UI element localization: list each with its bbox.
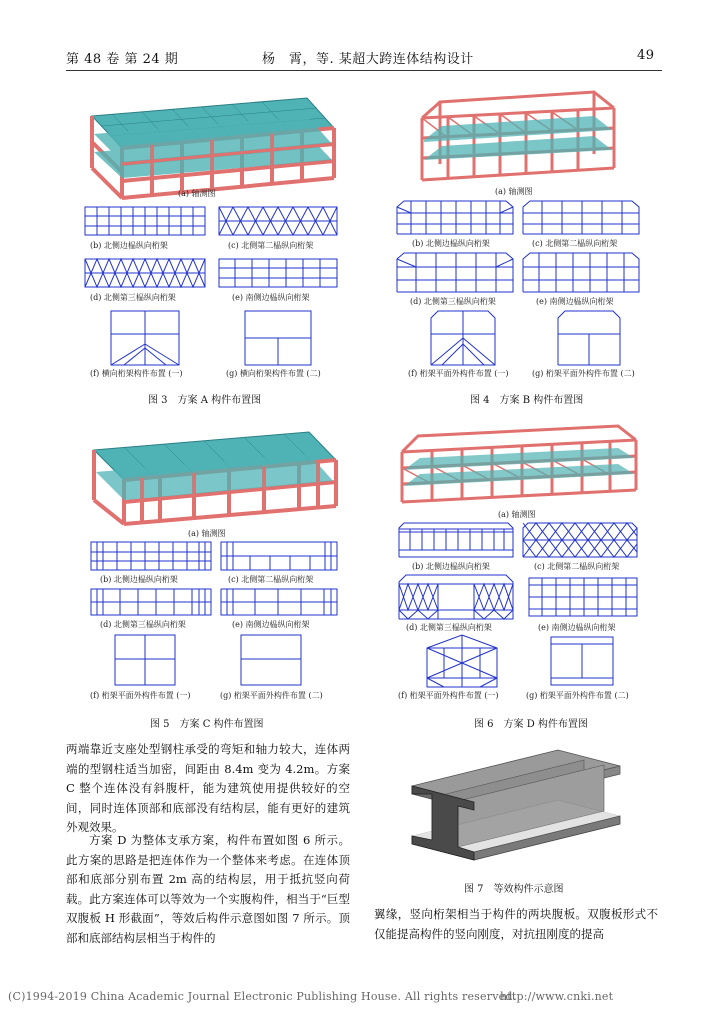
- fig3-b-truss: [84, 204, 206, 238]
- fig3-f-label: (f) 横向桁架构件布置 (一): [90, 369, 183, 378]
- fig5-e-truss: [220, 587, 338, 617]
- fig3-c-label: (c) 北侧第二榀纵向桁架: [228, 241, 314, 250]
- page-number: 49: [637, 48, 655, 63]
- fig3-d-label: (d) 北侧第三榀纵向桁架: [90, 293, 176, 302]
- fig6-f-label: (f) 桁架平面外构件布置 (一): [398, 691, 499, 700]
- fig3-e-label: (e) 南侧边榀纵向桁架: [232, 293, 310, 302]
- fig5-b-truss: [90, 540, 212, 572]
- fig3-e-truss: [218, 256, 338, 290]
- fig4-e-truss: [522, 251, 640, 293]
- fig5-caption: 图 5 方案 C 构件布置图: [150, 719, 264, 730]
- fig6-f-truss: [426, 634, 498, 688]
- fig6-b-label: (b) 北侧边榀纵向桁架: [412, 562, 490, 571]
- fig4-b-truss: [396, 199, 514, 235]
- fig4-g-label: (g) 桁架平面外构件布置 (二): [532, 369, 635, 378]
- fig4-d-truss: [396, 251, 514, 293]
- fig5-g-truss: [240, 634, 302, 686]
- fig4-d-label: (d) 北侧第三榀纵向桁架: [410, 297, 496, 306]
- fig4-e-label: (e) 南侧边榀纵向桁架: [536, 297, 614, 306]
- fig5-a-label: (a) 轴测图: [188, 529, 226, 538]
- fig6-c-truss: [522, 522, 638, 558]
- fig6-g-truss: [550, 636, 614, 686]
- left-paragraph-2: 方案 D 为整体支承方案，构件布置如图 6 所示。此方案的思路是把连体作为一个整体来考虑。在连体顶部和底部分别布置 2m 高的结构层，用于抵抗竖向荷载。此方案连体可以等效为一个实腹构件，相当于“巨型双腹板 H 形截面”，等效后构件示意图如图 7 所示。顶部和底部结构层相当于构件的: [66, 833, 350, 945]
- fig5-b-label: (b) 北侧边榀纵向桁架: [100, 575, 178, 584]
- fig4-a-label: (a) 轴测图: [495, 187, 533, 196]
- journal-issue: 第 48 卷 第 24 期: [66, 52, 179, 67]
- fig6-c-label: (c) 北侧第二榀纵向桁架: [534, 562, 620, 571]
- fig4-b-label: (b) 北侧边榀纵向桁架: [412, 239, 490, 248]
- fig3-g-label: (g) 横向桁架构件布置 (二): [226, 369, 321, 378]
- fig5-d-truss: [90, 587, 212, 617]
- fig7-caption: 图 7 等效构件示意图: [464, 884, 564, 895]
- cnki-link[interactable]: http://www.cnki.net: [500, 990, 614, 1003]
- copyright-footer: (C)1994-2019 China Academic Journal Electronic Publishing House. All rights reserved.: [8, 990, 517, 1003]
- fig3-axonometric: [82, 86, 344, 204]
- fig3-c-truss: [218, 204, 338, 238]
- fig4-f-label: (f) 桁架平面外构件布置 (一): [408, 369, 509, 378]
- fig5-c-truss: [220, 540, 338, 572]
- fig3-d-truss: [84, 256, 206, 290]
- header-rule: [66, 70, 662, 71]
- fig3-caption: 图 3 方案 A 构件布置图: [148, 395, 262, 406]
- fig4-c-truss: [522, 199, 640, 235]
- fig6-b-truss: [398, 522, 514, 558]
- right-paragraph-1: 翼缘，竖向桁架相当于构件的两块腹板。双腹板形式不仅能提高构件的竖向刚度，对抗扭刚度的提高: [374, 907, 658, 941]
- fig6-a-label: (a) 轴测图: [498, 510, 536, 519]
- fig5-f-label: (f) 桁架平面外构件布置 (一): [90, 691, 191, 700]
- fig5-g-label: (g) 桁架平面外构件布置 (二): [220, 691, 323, 700]
- fig5-c-label: (c) 北侧第二榀纵向桁架: [228, 575, 314, 584]
- fig3-g-truss: [244, 310, 312, 366]
- fig7-h-section: [408, 744, 624, 864]
- fig4-c-label: (c) 北侧第二榀纵向桁架: [532, 239, 618, 248]
- left-paragraph-1: 两端靠近支座处型钢柱承受的弯矩和轴力较大，连体两端的型钢柱适当加密，间距由 8.4m 变为 4.2m。方案 C 整个连体没有斜腹杆，能为建筑使用提供较好的空间，同时连体顶部和底部没有结构层，能有更好的建筑外观效果。: [66, 742, 350, 834]
- fig6-caption: 图 6 方案 D 构件布置图: [474, 719, 588, 730]
- fig5-e-label: (e) 南侧边榀纵向桁架: [232, 620, 310, 629]
- fig6-d-truss: [398, 574, 514, 620]
- running-title: 杨 霄，等. 某超大跨连体结构设计: [262, 52, 474, 67]
- fig6-axonometric: [398, 424, 640, 506]
- fig6-g-label: (g) 桁架平面外构件布置 (二): [526, 691, 629, 700]
- fig4-g-truss: [557, 310, 621, 366]
- fig4-f-truss: [430, 310, 496, 366]
- fig5-axonometric: [84, 420, 346, 528]
- fig6-e-truss: [528, 577, 638, 617]
- fig5-d-label: (d) 北侧第三榀纵向桁架: [100, 620, 186, 629]
- fig4-axonometric: [418, 88, 618, 184]
- fig6-e-label: (e) 南侧边榀纵向桁架: [538, 623, 616, 632]
- fig3-b-label: (b) 北侧边榀纵向桁架: [90, 241, 168, 250]
- fig6-d-label: (d) 北侧第三榀纵向桁架: [406, 623, 492, 632]
- fig5-f-truss: [114, 634, 176, 686]
- fig3-f-truss: [110, 310, 180, 366]
- fig3-a-label: (a) 轴测图: [178, 189, 216, 198]
- fig4-caption: 图 4 方案 B 构件布置图: [470, 395, 584, 406]
